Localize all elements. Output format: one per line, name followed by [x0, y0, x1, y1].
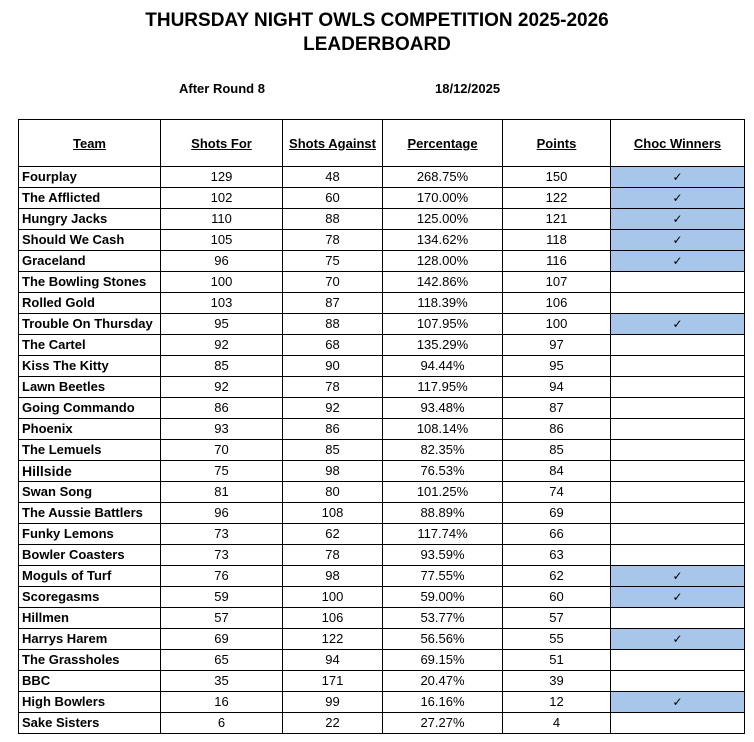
- round-label: After Round 8: [179, 81, 265, 96]
- team-cell: Swan Song: [19, 482, 161, 503]
- shots-for-cell: 92: [161, 335, 283, 356]
- shots-for-cell: 76: [161, 566, 283, 587]
- team-cell: Moguls of Turf: [19, 566, 161, 587]
- percentage-cell: 170.00%: [383, 188, 503, 209]
- percentage-cell: 117.95%: [383, 377, 503, 398]
- column-header-percentage: Percentage: [383, 120, 503, 167]
- table-row: [19, 356, 745, 377]
- shots-against-cell: 78: [283, 545, 383, 566]
- team-cell: Phoenix: [19, 419, 161, 440]
- percentage-cell: 118.39%: [383, 293, 503, 314]
- leaderboard-table: [18, 119, 745, 734]
- team-cell: The Afflicted: [19, 188, 161, 209]
- table-row: [19, 188, 745, 209]
- choc-winner-cell: [611, 356, 745, 377]
- table-row: [19, 608, 745, 629]
- shots-for-cell: 92: [161, 377, 283, 398]
- choc-winner-cell: [611, 482, 745, 503]
- shots-for-cell: 73: [161, 524, 283, 545]
- column-header-choc-winners: Choc Winners: [611, 120, 745, 167]
- table-row: [19, 335, 745, 356]
- percentage-cell: 142.86%: [383, 272, 503, 293]
- checkmark-icon: ✓: [672, 212, 683, 226]
- percentage-cell: 53.77%: [383, 608, 503, 629]
- table-row: [19, 671, 745, 692]
- points-cell: 62: [503, 566, 611, 587]
- choc-winner-cell: [611, 209, 745, 230]
- team-cell: Lawn Beetles: [19, 377, 161, 398]
- points-cell: 66: [503, 524, 611, 545]
- points-cell: 51: [503, 650, 611, 671]
- shots-against-cell: 106: [283, 608, 383, 629]
- shots-for-cell: 105: [161, 230, 283, 251]
- points-cell: 4: [503, 713, 611, 734]
- team-cell: The Bowling Stones: [19, 272, 161, 293]
- points-cell: 12: [503, 692, 611, 713]
- table-row: [19, 209, 745, 230]
- shots-against-cell: 100: [283, 587, 383, 608]
- points-cell: 60: [503, 587, 611, 608]
- choc-winner-cell: [611, 545, 745, 566]
- points-cell: 121: [503, 209, 611, 230]
- header-row: [19, 120, 745, 167]
- shots-against-cell: 87: [283, 293, 383, 314]
- checkmark-icon: ✓: [672, 170, 683, 184]
- team-cell: The Aussie Battlers: [19, 503, 161, 524]
- team-cell: Hillside: [19, 461, 161, 482]
- percentage-cell: 16.16%: [383, 692, 503, 713]
- shots-against-cell: 68: [283, 335, 383, 356]
- shots-for-cell: 85: [161, 356, 283, 377]
- points-cell: 39: [503, 671, 611, 692]
- points-cell: 87: [503, 398, 611, 419]
- shots-against-cell: 70: [283, 272, 383, 293]
- shots-for-cell: 69: [161, 629, 283, 650]
- column-header-team: Team: [19, 120, 161, 167]
- points-cell: 97: [503, 335, 611, 356]
- shots-against-cell: 88: [283, 209, 383, 230]
- shots-against-cell: 90: [283, 356, 383, 377]
- points-cell: 84: [503, 461, 611, 482]
- percentage-cell: 59.00%: [383, 587, 503, 608]
- shots-for-cell: 59: [161, 587, 283, 608]
- percentage-cell: 93.59%: [383, 545, 503, 566]
- shots-against-cell: 99: [283, 692, 383, 713]
- shots-for-cell: 16: [161, 692, 283, 713]
- percentage-cell: 27.27%: [383, 713, 503, 734]
- choc-winner-cell: [611, 671, 745, 692]
- shots-for-cell: 110: [161, 209, 283, 230]
- team-cell: Kiss The Kitty: [19, 356, 161, 377]
- percentage-cell: 117.74%: [383, 524, 503, 545]
- table-row: [19, 167, 745, 188]
- column-header-shots-against: Shots Against: [283, 120, 383, 167]
- percentage-cell: 93.48%: [383, 398, 503, 419]
- choc-winner-cell: [611, 713, 745, 734]
- choc-winner-cell: [611, 314, 745, 335]
- shots-for-cell: 103: [161, 293, 283, 314]
- shots-for-cell: 57: [161, 608, 283, 629]
- points-cell: 55: [503, 629, 611, 650]
- shots-against-cell: 62: [283, 524, 383, 545]
- shots-for-cell: 93: [161, 419, 283, 440]
- date-label: 18/12/2025: [435, 81, 501, 96]
- points-cell: 150: [503, 167, 611, 188]
- team-cell: Going Commando: [19, 398, 161, 419]
- shots-against-cell: 78: [283, 377, 383, 398]
- percentage-cell: 128.00%: [383, 251, 503, 272]
- shots-for-cell: 65: [161, 650, 283, 671]
- checkmark-icon: ✓: [672, 254, 683, 268]
- checkmark-icon: ✓: [672, 233, 683, 247]
- checkmark-icon: ✓: [672, 590, 683, 604]
- shots-against-cell: 80: [283, 482, 383, 503]
- choc-winner-cell: [611, 293, 745, 314]
- table-row: [19, 713, 745, 734]
- table-row: [19, 545, 745, 566]
- table-row: [19, 587, 745, 608]
- percentage-cell: 88.89%: [383, 503, 503, 524]
- page-title: THURSDAY NIGHT OWLS COMPETITION 2025-2026: [145, 10, 609, 31]
- table-row: [19, 461, 745, 482]
- checkmark-icon: ✓: [672, 317, 683, 331]
- table-row: [19, 650, 745, 671]
- shots-against-cell: 22: [283, 713, 383, 734]
- team-cell: Harrys Harem: [19, 629, 161, 650]
- column-header-points: Points: [503, 120, 611, 167]
- table-row: [19, 629, 745, 650]
- shots-for-cell: 35: [161, 671, 283, 692]
- choc-winner-cell: [611, 440, 745, 461]
- percentage-cell: 135.29%: [383, 335, 503, 356]
- percentage-cell: 76.53%: [383, 461, 503, 482]
- shots-for-cell: 96: [161, 251, 283, 272]
- percentage-cell: 56.56%: [383, 629, 503, 650]
- team-cell: The Lemuels: [19, 440, 161, 461]
- team-cell: BBC: [19, 671, 161, 692]
- shots-against-cell: 48: [283, 167, 383, 188]
- points-cell: 69: [503, 503, 611, 524]
- percentage-cell: 94.44%: [383, 356, 503, 377]
- choc-winner-cell: [611, 419, 745, 440]
- checkmark-icon: ✓: [672, 191, 683, 205]
- shots-for-cell: 70: [161, 440, 283, 461]
- table-row: [19, 314, 745, 335]
- shots-for-cell: 6: [161, 713, 283, 734]
- percentage-cell: 69.15%: [383, 650, 503, 671]
- shots-against-cell: 108: [283, 503, 383, 524]
- choc-winner-cell: [611, 272, 745, 293]
- points-cell: 116: [503, 251, 611, 272]
- table-row: [19, 419, 745, 440]
- shots-against-cell: 88: [283, 314, 383, 335]
- shots-against-cell: 86: [283, 419, 383, 440]
- team-cell: Bowler Coasters: [19, 545, 161, 566]
- choc-winner-cell: [611, 587, 745, 608]
- table-row: [19, 524, 745, 545]
- team-cell: Hungry Jacks: [19, 209, 161, 230]
- table-row: [19, 293, 745, 314]
- percentage-cell: 134.62%: [383, 230, 503, 251]
- points-cell: 107: [503, 272, 611, 293]
- table-row: [19, 692, 745, 713]
- table-row: [19, 482, 745, 503]
- points-cell: 100: [503, 314, 611, 335]
- shots-against-cell: 98: [283, 566, 383, 587]
- team-cell: Trouble On Thursday: [19, 314, 161, 335]
- points-cell: 86: [503, 419, 611, 440]
- choc-winner-cell: [611, 608, 745, 629]
- points-cell: 95: [503, 356, 611, 377]
- table-row: [19, 503, 745, 524]
- shots-against-cell: 60: [283, 188, 383, 209]
- checkmark-icon: ✓: [672, 632, 683, 646]
- shots-for-cell: 95: [161, 314, 283, 335]
- shots-for-cell: 96: [161, 503, 283, 524]
- team-cell: Scoregasms: [19, 587, 161, 608]
- choc-winner-cell: [611, 524, 745, 545]
- points-cell: 118: [503, 230, 611, 251]
- team-cell: Fourplay: [19, 167, 161, 188]
- shots-against-cell: 78: [283, 230, 383, 251]
- shots-against-cell: 98: [283, 461, 383, 482]
- choc-winner-cell: [611, 335, 745, 356]
- choc-winner-cell: [611, 377, 745, 398]
- points-cell: 106: [503, 293, 611, 314]
- table-row: [19, 251, 745, 272]
- percentage-cell: 268.75%: [383, 167, 503, 188]
- shots-against-cell: 94: [283, 650, 383, 671]
- team-cell: Should We Cash: [19, 230, 161, 251]
- team-cell: Graceland: [19, 251, 161, 272]
- choc-winner-cell: [611, 230, 745, 251]
- team-cell: The Grassholes: [19, 650, 161, 671]
- checkmark-icon: ✓: [672, 569, 683, 583]
- team-cell: Rolled Gold: [19, 293, 161, 314]
- points-cell: 57: [503, 608, 611, 629]
- choc-winner-cell: [611, 167, 745, 188]
- team-cell: Sake Sisters: [19, 713, 161, 734]
- shots-for-cell: 75: [161, 461, 283, 482]
- table-row: [19, 398, 745, 419]
- page-subtitle: LEADERBOARD: [303, 34, 451, 55]
- shots-for-cell: 129: [161, 167, 283, 188]
- percentage-cell: 20.47%: [383, 671, 503, 692]
- percentage-cell: 101.25%: [383, 482, 503, 503]
- table-row: [19, 566, 745, 587]
- percentage-cell: 82.35%: [383, 440, 503, 461]
- choc-winner-cell: [611, 188, 745, 209]
- shots-for-cell: 81: [161, 482, 283, 503]
- shots-for-cell: 86: [161, 398, 283, 419]
- choc-winner-cell: [611, 650, 745, 671]
- choc-winner-cell: [611, 398, 745, 419]
- shots-against-cell: 122: [283, 629, 383, 650]
- table-row: [19, 230, 745, 251]
- table-row: [19, 440, 745, 461]
- table-row: [19, 272, 745, 293]
- choc-winner-cell: [611, 251, 745, 272]
- team-cell: Funky Lemons: [19, 524, 161, 545]
- points-cell: 94: [503, 377, 611, 398]
- points-cell: 85: [503, 440, 611, 461]
- shots-for-cell: 73: [161, 545, 283, 566]
- choc-winner-cell: [611, 629, 745, 650]
- team-cell: The Cartel: [19, 335, 161, 356]
- choc-winner-cell: [611, 503, 745, 524]
- column-header-shots-for: Shots For: [161, 120, 283, 167]
- shots-against-cell: 171: [283, 671, 383, 692]
- choc-winner-cell: [611, 566, 745, 587]
- percentage-cell: 77.55%: [383, 566, 503, 587]
- points-cell: 74: [503, 482, 611, 503]
- points-cell: 63: [503, 545, 611, 566]
- shots-against-cell: 75: [283, 251, 383, 272]
- shots-against-cell: 92: [283, 398, 383, 419]
- choc-winner-cell: [611, 461, 745, 482]
- choc-winner-cell: [611, 692, 745, 713]
- checkmark-icon: ✓: [672, 695, 683, 709]
- shots-against-cell: 85: [283, 440, 383, 461]
- team-cell: High Bowlers: [19, 692, 161, 713]
- percentage-cell: 108.14%: [383, 419, 503, 440]
- points-cell: 122: [503, 188, 611, 209]
- percentage-cell: 107.95%: [383, 314, 503, 335]
- percentage-cell: 125.00%: [383, 209, 503, 230]
- shots-for-cell: 102: [161, 188, 283, 209]
- shots-for-cell: 100: [161, 272, 283, 293]
- team-cell: Hillmen: [19, 608, 161, 629]
- table-row: [19, 377, 745, 398]
